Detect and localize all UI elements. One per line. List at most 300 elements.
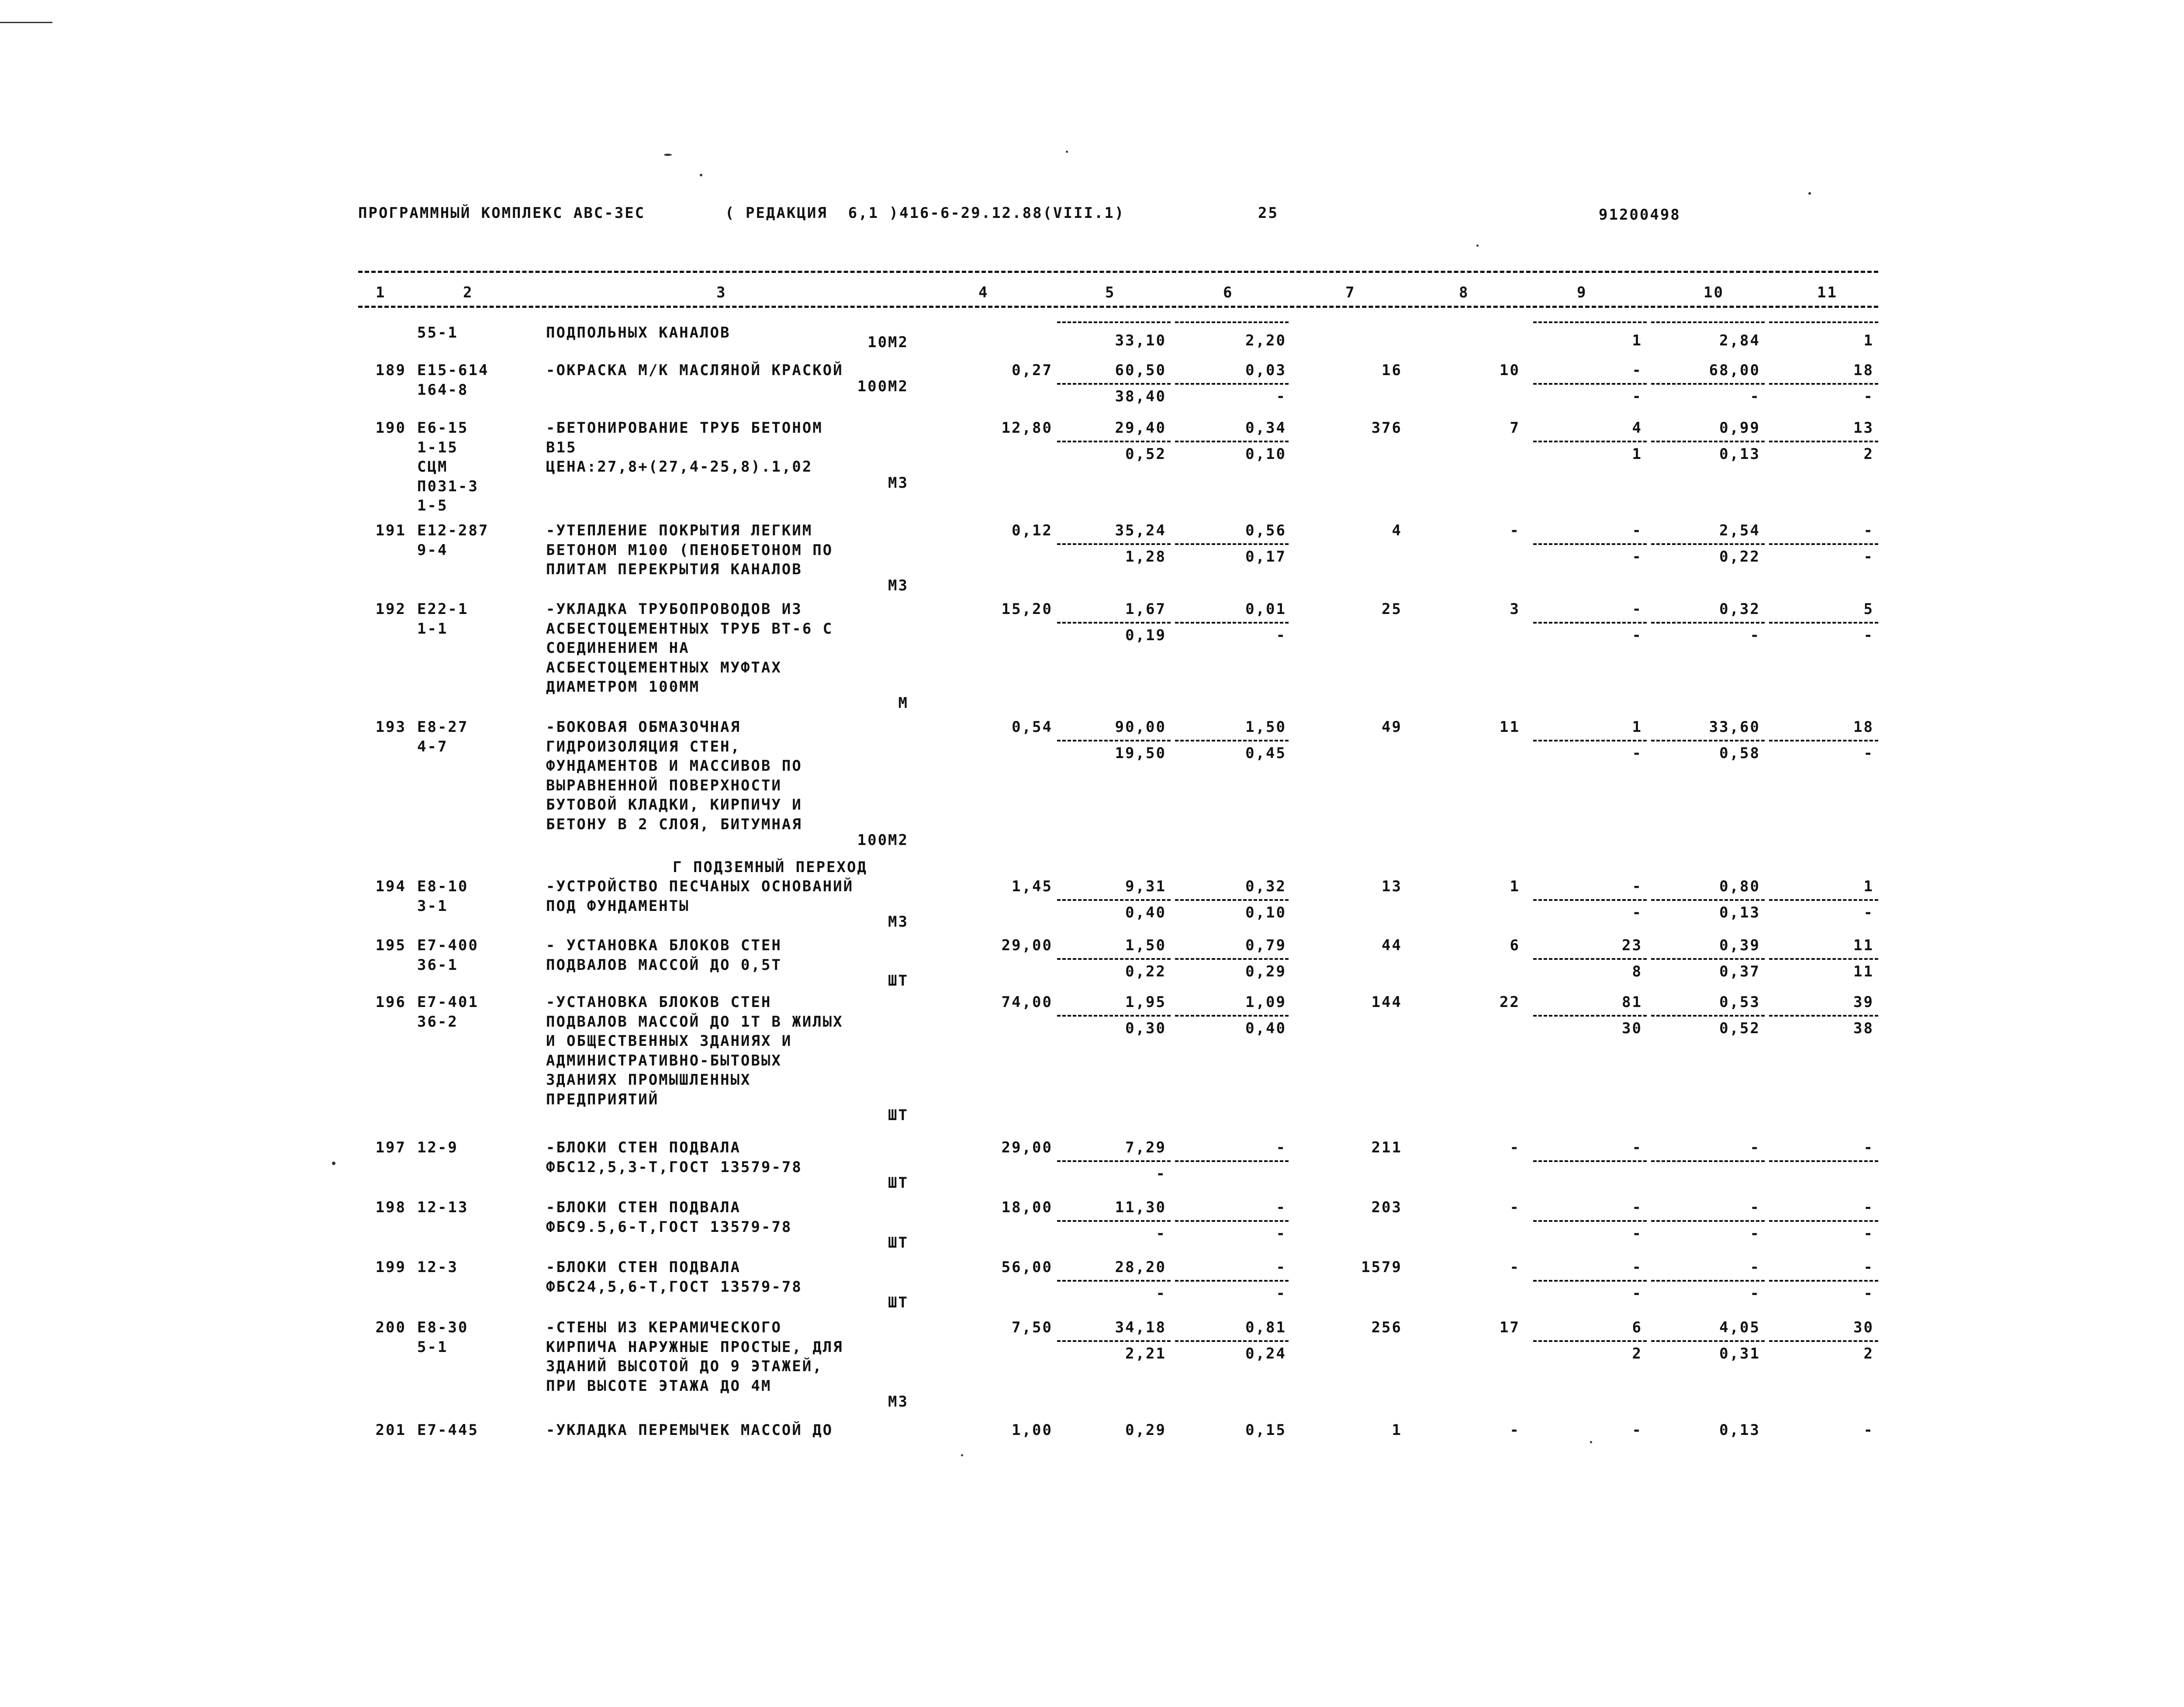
cell-col11: - (1863, 1139, 1874, 1156)
cell-col6-second: 0,40 (1245, 1020, 1286, 1038)
row-description: ЗДАНИЙ ВЫСОТОЙ ДО 9 ЭТАЖЕЙ, (546, 1358, 823, 1375)
row-unit: М3 (888, 913, 909, 931)
subtotal-rule (1175, 1280, 1289, 1282)
cell-col10: 68,00 (1709, 362, 1760, 379)
subtotal-rule (1057, 441, 1171, 442)
cell-col6: 0,32 (1245, 878, 1286, 895)
scan-speck (1066, 151, 1068, 153)
cell-col10: 2,54 (1719, 522, 1760, 539)
cell-col9: 1 (1632, 332, 1642, 349)
cell-col10-second: 0,52 (1719, 1020, 1760, 1038)
subtotal-rule (1651, 1280, 1765, 1282)
subtotal-rule (1769, 899, 1878, 901)
subtotal-rule (1769, 740, 1878, 741)
subtotal-rule (1057, 1280, 1171, 1282)
subtotal-rule (1769, 543, 1878, 545)
program-title: ПРОГРАММНЫЙ КОМПЛЕКС АВС-ЗЕС (358, 204, 646, 222)
cell-col9: - (1632, 1199, 1642, 1216)
row-code: Е8-10 (417, 878, 469, 895)
section-title: Г ПОДЗЕМНЫЙ ПЕРЕХОД (673, 858, 867, 876)
cell-col9-second: 2 (1632, 1345, 1642, 1363)
cell-col6-second: 0,10 (1245, 445, 1286, 463)
row-code: 1-15 (417, 438, 458, 456)
page-number: 25 (1258, 204, 1279, 222)
cell-col9: - (1632, 1139, 1642, 1156)
cell-col9: - (1632, 522, 1642, 539)
row-description: -БЛОКИ СТЕН ПОДВАЛА (546, 1199, 741, 1216)
row-code: Е15-614 (417, 362, 489, 379)
row-code: Е12-287 (417, 522, 489, 539)
row-code: 36-1 (417, 956, 458, 974)
cell-col9: - (1632, 600, 1642, 618)
subtotal-rule (1533, 958, 1647, 960)
cell-col11-second: - (1863, 627, 1874, 645)
cell-col5: 90,00 (1115, 718, 1166, 736)
cell-col7: 25 (1382, 600, 1402, 618)
subtotal-rule (1769, 1160, 1878, 1162)
cell-col5-second: 1,28 (1125, 548, 1166, 566)
column-header-10: 10 (1704, 284, 1724, 301)
cell-col5-second: 2,21 (1125, 1345, 1166, 1363)
row-description: - УСТАНОВКА БЛОКОВ СТЕН (546, 937, 782, 954)
row-description: ГИДРОИЗОЛЯЦИЯ СТЕН, (546, 738, 741, 755)
cell-col10-second: 0,58 (1719, 745, 1760, 762)
cell-col10: 2,84 (1719, 332, 1760, 349)
row-description: ЗДАНИЯХ ПРОМЫШЛЕННЫХ (546, 1071, 751, 1089)
cell-col10: 33,60 (1709, 718, 1760, 736)
subtotal-rule (1769, 1280, 1878, 1282)
row-description: ЦЕНА:27,8+(27,4-25,8).1,02 (546, 458, 813, 476)
cell-col9-second: 8 (1632, 963, 1642, 981)
cell-col6-second: 0,17 (1245, 548, 1286, 566)
cell-col8: 6 (1510, 937, 1520, 954)
cell-col4: 7,50 (1012, 1319, 1053, 1336)
cell-col6: 0,34 (1245, 419, 1286, 437)
cell-col6: 0,01 (1245, 600, 1286, 618)
row-unit: 100М2 (857, 377, 909, 395)
row-number: 197 (375, 1139, 406, 1156)
subtotal-rule (1175, 1015, 1289, 1017)
row-description: СОЕДИНЕНИЕМ НА (546, 639, 690, 657)
cell-col11-second: - (1863, 1285, 1874, 1303)
row-description: АСБЕСТОЦЕМЕНТНЫХ МУФТАХ (546, 659, 782, 676)
cell-col10: - (1750, 1199, 1760, 1216)
cell-col10-second: - (1750, 388, 1760, 406)
cell-col4: 15,20 (1001, 600, 1053, 618)
row-description: -УСТАНОВКА БЛОКОВ СТЕН (546, 993, 772, 1011)
cell-col5: 9,31 (1125, 878, 1166, 895)
cell-col7: 376 (1371, 419, 1402, 437)
subtotal-rule (1769, 321, 1878, 323)
cell-col7: 13 (1382, 878, 1402, 895)
cell-col6: 0,56 (1245, 522, 1286, 539)
cell-col9-second: - (1632, 548, 1642, 566)
subtotal-rule (1175, 1220, 1289, 1222)
cell-col6: - (1276, 1259, 1286, 1276)
row-description: -УСТРОЙСТВО ПЕСЧАНЫХ ОСНОВАНИЙ (546, 878, 854, 895)
column-header-8: 8 (1459, 284, 1469, 301)
cell-col8: 1 (1510, 878, 1520, 895)
cell-col5: 11,30 (1115, 1199, 1166, 1216)
subtotal-rule (1533, 543, 1647, 545)
row-description: КИРПИЧА НАРУЖНЫЕ ПРОСТЫЕ, ДЛЯ (546, 1338, 843, 1356)
cell-col10: - (1750, 1259, 1760, 1276)
subtotal-rule (1175, 622, 1289, 624)
cell-col7: 16 (1382, 362, 1402, 379)
cell-col5-second: 0,22 (1125, 963, 1166, 981)
cell-col4: 0,27 (1012, 362, 1053, 379)
cell-col7: 211 (1371, 1139, 1402, 1156)
subtotal-rule (1057, 958, 1171, 960)
cell-col5-second: 0,30 (1125, 1020, 1166, 1038)
cell-col8: 10 (1500, 362, 1520, 379)
header-bottom-rule (358, 306, 1878, 308)
cell-col5: 33,10 (1115, 332, 1166, 349)
cell-col4: 29,00 (1001, 937, 1053, 954)
subtotal-rule (1769, 441, 1878, 442)
cell-col8: - (1510, 1421, 1520, 1439)
cell-col4: 0,12 (1012, 522, 1053, 539)
row-description: ПОДВАЛОВ МАССОЙ ДО 0,5Т (546, 956, 782, 974)
cell-col6-second: - (1276, 627, 1286, 645)
cell-col11: 13 (1853, 419, 1874, 437)
cell-col9: 1 (1632, 718, 1642, 736)
subtotal-rule (1533, 383, 1647, 385)
cell-col10: 4,05 (1719, 1319, 1760, 1336)
cell-col5-second: - (1156, 1225, 1166, 1243)
column-header-2: 2 (463, 284, 473, 301)
scan-speck (1476, 245, 1479, 247)
cell-col4: 18,00 (1001, 1199, 1053, 1216)
subtotal-rule (1533, 1015, 1647, 1017)
cell-col9-second: 1 (1632, 445, 1642, 463)
cell-col11: - (1863, 1421, 1874, 1439)
scan-speck (1808, 192, 1811, 195)
cell-col6-second: - (1276, 388, 1286, 406)
subtotal-rule (1651, 1220, 1765, 1222)
cell-col5: 29,40 (1115, 419, 1166, 437)
row-unit: ШТ (888, 1107, 909, 1124)
subtotal-rule (1057, 1220, 1171, 1222)
cell-col7: 49 (1382, 718, 1402, 736)
row-number: 201 (375, 1421, 406, 1439)
row-description: АСБЕСТОЦЕМЕНТНЫХ ТРУБ ВТ-6 С (546, 620, 833, 638)
cell-col5: 34,18 (1115, 1319, 1166, 1336)
row-description: ФБС9.5,6-Т,ГОСТ 13579-78 (546, 1218, 792, 1236)
subtotal-rule (1175, 1160, 1289, 1162)
cell-col11-second: - (1863, 388, 1874, 406)
cell-col9-second: - (1632, 627, 1642, 645)
row-number: 194 (375, 878, 406, 895)
subtotal-rule (1533, 1280, 1647, 1282)
subtotal-rule (1533, 1220, 1647, 1222)
row-unit: ШТ (888, 1174, 909, 1192)
subtotal-rule (1175, 441, 1289, 442)
subtotal-rule (1769, 1340, 1878, 1342)
row-unit: М3 (888, 474, 909, 492)
row-unit: М3 (888, 576, 909, 594)
cell-col4: 74,00 (1001, 993, 1053, 1011)
cell-col7: 4 (1392, 522, 1402, 539)
cell-col9-second: - (1632, 904, 1642, 922)
cell-col10: - (1750, 1139, 1760, 1156)
cell-col11: - (1863, 1259, 1874, 1276)
row-code: Е8-27 (417, 718, 469, 736)
column-header-4: 4 (978, 284, 989, 301)
subtotal-rule (1533, 441, 1647, 442)
row-description: В15 (546, 438, 577, 456)
cell-col11-second: 2 (1863, 1345, 1874, 1363)
cell-col10: 0,39 (1719, 937, 1760, 954)
subtotal-rule (1057, 383, 1171, 385)
cell-col9-second: 30 (1622, 1020, 1642, 1038)
row-unit: 10М2 (867, 334, 909, 351)
row-code: 4-7 (417, 738, 448, 755)
row-description: -УТЕПЛЕНИЕ ПОКРЫТИЯ ЛЕГКИМ (546, 522, 813, 539)
subtotal-rule (1175, 958, 1289, 960)
cell-col5-second: 0,19 (1125, 627, 1166, 645)
cell-col6-second: 0,24 (1245, 1345, 1286, 1363)
cell-col11-second: 2 (1863, 445, 1874, 463)
cell-col10: 0,13 (1719, 1421, 1760, 1439)
row-description: -ОКРАСКА М/К МАСЛЯНОЙ КРАСКОЙ (546, 362, 843, 379)
cell-col8: 3 (1510, 600, 1520, 618)
row-description: И ОБЩЕСТВЕННЫХ ЗДАНИЯХ И (546, 1032, 792, 1050)
row-code: 12-13 (417, 1199, 469, 1216)
subtotal-rule (1651, 1160, 1765, 1162)
document-code: 91200498 (1599, 206, 1681, 224)
row-unit: ШТ (888, 1234, 909, 1252)
subtotal-rule (1175, 1340, 1289, 1342)
row-description: ДИАМЕТРОМ 100ММ (546, 678, 700, 696)
subtotal-rule (1057, 321, 1171, 323)
row-description: ПЛИТАМ ПЕРЕКРЫТИЯ КАНАЛОВ (546, 561, 802, 578)
row-code: 1-5 (417, 497, 448, 514)
row-number: 189 (375, 362, 406, 379)
subtotal-rule (1769, 1015, 1878, 1017)
row-description: -БЛОКИ СТЕН ПОДВАЛА (546, 1139, 741, 1156)
cell-col11-second: 38 (1853, 1020, 1874, 1038)
row-unit: М3 (888, 1393, 909, 1410)
cell-col5-second: 38,40 (1115, 388, 1166, 406)
subtotal-rule (1651, 321, 1765, 323)
cell-col6: 0,15 (1245, 1421, 1286, 1439)
cell-col11: 30 (1853, 1319, 1874, 1336)
cell-col6-second: 0,29 (1245, 963, 1286, 981)
row-code: СЦМ (417, 458, 448, 476)
subtotal-rule (1175, 543, 1289, 545)
cell-col7: 1 (1392, 1421, 1402, 1439)
cell-col11: 11 (1853, 937, 1874, 954)
row-description: ПОДВАЛОВ МАССОЙ ДО 1Т В ЖИЛЫХ (546, 1013, 843, 1031)
row-description: ФУНДАМЕНТОВ И МАССИВОВ ПО (546, 757, 802, 775)
subtotal-rule (1651, 740, 1765, 741)
scan-speck (700, 174, 702, 176)
cell-col4: 1,45 (1012, 878, 1053, 895)
cell-col7: 44 (1382, 937, 1402, 954)
column-header-6: 6 (1223, 284, 1234, 301)
cell-col5-second: 0,40 (1125, 904, 1166, 922)
cell-col11: 39 (1853, 993, 1874, 1011)
cell-col11-second: - (1863, 745, 1874, 762)
subtotal-rule (1651, 1340, 1765, 1342)
subtotal-rule (1533, 1340, 1647, 1342)
cell-col5-second: 19,50 (1115, 745, 1166, 762)
subtotal-rule (1057, 543, 1171, 545)
cell-col11-second: 11 (1853, 963, 1874, 981)
cell-col5: 60,50 (1115, 362, 1166, 379)
row-description: БУТОВОЙ КЛАДКИ, КИРПИЧУ И (546, 796, 802, 814)
cell-col6: 0,79 (1245, 937, 1286, 954)
cell-col5: 7,29 (1125, 1139, 1166, 1156)
cell-col11-second: - (1863, 1225, 1874, 1243)
row-description: ПРЕДПРИЯТИЙ (546, 1090, 659, 1108)
cell-col8: 7 (1510, 419, 1520, 437)
cell-col5-second: - (1156, 1285, 1166, 1303)
cell-col6: 1,50 (1245, 718, 1286, 736)
cell-col5: 35,24 (1115, 522, 1166, 539)
subtotal-rule (1057, 899, 1171, 901)
column-header-9: 9 (1577, 284, 1587, 301)
row-description: -БЕТОНИРОВАНИЕ ТРУБ БЕТОНОМ (546, 419, 823, 437)
scan-speck (332, 1162, 335, 1165)
cell-col11: 18 (1853, 718, 1874, 736)
subtotal-rule (1769, 958, 1878, 960)
cell-col8: - (1510, 522, 1520, 539)
cell-col6-second: - (1276, 1285, 1286, 1303)
cell-col11: 1 (1863, 878, 1874, 895)
cell-col9-second: - (1632, 1225, 1642, 1243)
cell-col10-second: 0,37 (1719, 963, 1760, 981)
cell-col9: - (1632, 1421, 1642, 1439)
row-unit: ШТ (888, 972, 909, 990)
column-header-5: 5 (1105, 284, 1116, 301)
row-description: -УКЛАДКА ТРУБОПРОВОДОВ ИЗ (546, 600, 802, 618)
cell-col11: 5 (1863, 600, 1874, 618)
cell-col9: 4 (1632, 419, 1642, 437)
row-code: Е7-400 (417, 937, 479, 954)
subtotal-rule (1175, 740, 1289, 741)
row-code: 5-1 (417, 1338, 448, 1356)
cell-col10: 0,80 (1719, 878, 1760, 895)
row-code: Е7-445 (417, 1421, 479, 1439)
subtotal-rule (1533, 740, 1647, 741)
subtotal-rule (1533, 1160, 1647, 1162)
subtotal-rule (1533, 622, 1647, 624)
cell-col4: 12,80 (1001, 419, 1053, 437)
row-code: 36-2 (417, 1013, 458, 1031)
cell-col6: 0,81 (1245, 1319, 1286, 1336)
table-top-rule (358, 271, 1878, 273)
cell-col9-second: - (1632, 1285, 1642, 1303)
row-unit: М (898, 694, 909, 712)
row-description: -СТЕНЫ ИЗ КЕРАМИЧЕСКОГО (546, 1319, 782, 1336)
cell-col6-second: 0,45 (1245, 745, 1286, 762)
cell-col9: - (1632, 362, 1642, 379)
subtotal-rule (1651, 1015, 1765, 1017)
cell-col10-second: 0,22 (1719, 548, 1760, 566)
row-description: -УКЛАДКА ПЕРЕМЫЧЕК МАССОЙ ДО (546, 1421, 833, 1439)
cell-col5: 1,95 (1125, 993, 1166, 1011)
row-number: 200 (375, 1319, 406, 1336)
row-number: 191 (375, 522, 406, 539)
column-header-11: 11 (1817, 284, 1838, 301)
cell-col10-second: 0,13 (1719, 904, 1760, 922)
row-code: Е22-1 (417, 600, 469, 618)
cell-col10-second: - (1750, 1225, 1760, 1243)
subtotal-rule (1175, 383, 1289, 385)
row-description: БЕТОНУ В 2 СЛОЯ, БИТУМНАЯ (546, 815, 802, 833)
row-description: ПОД ФУНДАМЕНТЫ (546, 897, 690, 915)
row-description: ФБС12,5,3-Т,ГОСТ 13579-78 (546, 1158, 802, 1176)
subtotal-rule (1175, 321, 1289, 323)
cell-col9: 6 (1632, 1319, 1642, 1336)
cell-col9: - (1632, 878, 1642, 895)
subtotal-rule (1057, 1340, 1171, 1342)
subtotal-rule (1651, 543, 1765, 545)
row-code: 12-3 (417, 1259, 458, 1276)
cell-col8: - (1510, 1259, 1520, 1276)
cell-col8: - (1510, 1139, 1520, 1156)
subtotal-rule (1769, 383, 1878, 385)
column-header-3: 3 (716, 284, 727, 301)
cell-col11: 1 (1863, 332, 1874, 349)
row-unit: 100М2 (857, 831, 909, 849)
row-description: АДМИНИСТРАТИВНО-БЫТОВЫХ (546, 1052, 782, 1069)
subtotal-rule (1057, 1015, 1171, 1017)
cell-col10-second: 0,31 (1719, 1345, 1760, 1363)
cell-col9-second: - (1632, 388, 1642, 406)
cell-col4: 29,00 (1001, 1139, 1053, 1156)
row-description: ПРИ ВЫСОТЕ ЭТАЖА ДО 4М (546, 1377, 772, 1395)
row-number: 195 (375, 937, 406, 954)
cell-col10-second: 0,13 (1719, 445, 1760, 463)
cell-col8: 11 (1500, 718, 1520, 736)
scan-mark (0, 22, 52, 23)
cell-col5: 1,50 (1125, 937, 1166, 954)
cell-col6: 1,09 (1245, 993, 1286, 1011)
row-description: БЕТОНОМ М100 (ПЕНОБЕТОНОМ ПО (546, 541, 833, 559)
cell-col9-second: - (1632, 745, 1642, 762)
scan-speck (1590, 1441, 1592, 1443)
cell-col4: 0,54 (1012, 718, 1053, 736)
subtotal-rule (1651, 622, 1765, 624)
row-code: 12-9 (417, 1139, 458, 1156)
cell-col11: - (1863, 522, 1874, 539)
cell-col7: 203 (1371, 1199, 1402, 1216)
row-number: 192 (375, 600, 406, 618)
row-unit: ШТ (888, 1294, 909, 1311)
cell-col5-second: - (1156, 1165, 1166, 1183)
row-code: 164-8 (417, 381, 469, 399)
cell-col8: 17 (1500, 1319, 1520, 1336)
cell-col6: 2,20 (1245, 332, 1286, 349)
subtotal-rule (1651, 899, 1765, 901)
row-code: 1-1 (417, 620, 448, 638)
cell-col6: 0,03 (1245, 362, 1286, 379)
column-header-7: 7 (1345, 284, 1356, 301)
subtotal-rule (1651, 958, 1765, 960)
subtotal-rule (1175, 899, 1289, 901)
row-number: 199 (375, 1259, 406, 1276)
cell-col11-second: - (1863, 904, 1874, 922)
cell-col11: 18 (1853, 362, 1874, 379)
subtotal-rule (1769, 622, 1878, 624)
cell-col11: - (1863, 1199, 1874, 1216)
row-number: 196 (375, 993, 406, 1011)
row-description: -БОКОВАЯ ОБМАЗОЧНАЯ (546, 718, 741, 736)
row-description: ПОДПОЛЬНЫХ КАНАЛОВ (546, 324, 731, 341)
